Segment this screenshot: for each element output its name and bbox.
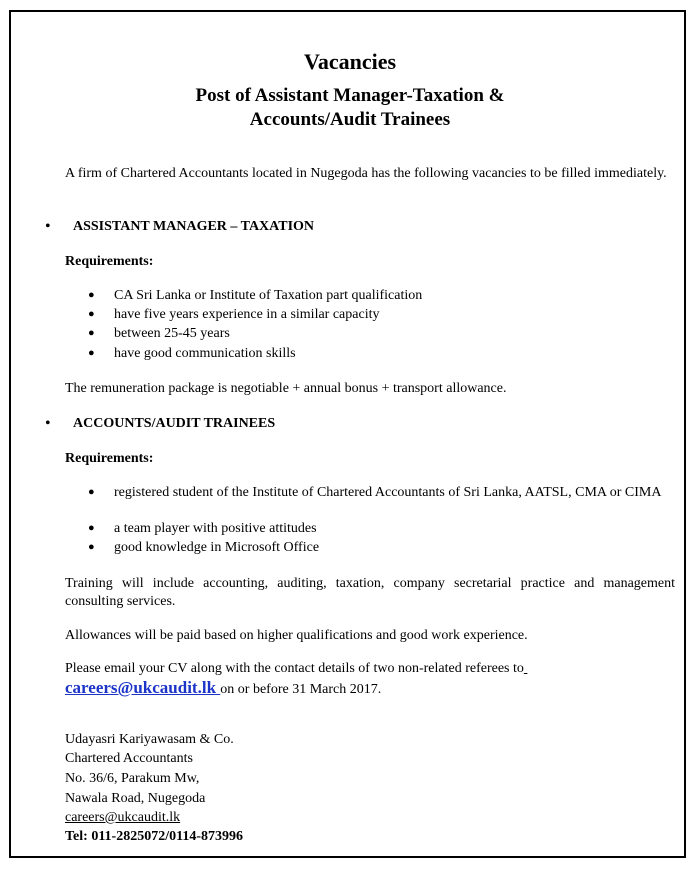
subtitle-line-2: Accounts/Audit Trainees (249, 109, 451, 130)
list-item: between 25-45 years (114, 326, 230, 341)
allowances-paragraph: Allowances will be paid based on higher qualifications and good work experience. (65, 628, 528, 643)
contact-address-1: No. 36/6, Parakum Mw, (65, 771, 200, 786)
contact-email-link[interactable]: careers@ukcaudit.lk (65, 810, 181, 825)
section-heading: ACCOUNTS/AUDIT TRAINEES (73, 416, 276, 431)
contact-title: Chartered Accountants (65, 751, 193, 766)
bullet-icon: ● (88, 327, 95, 339)
contact-address-2: Nawala Road, Nugegoda (65, 791, 206, 806)
remuneration-text: The remuneration package is negotiable + annual bonus + transport allowance. (65, 381, 507, 396)
list-item: registered student of the Institute of Chartered Accountants of Sri Lanka, AATSL, CMA or CIMA (114, 485, 662, 500)
requirements-label: Requirements: (65, 254, 154, 269)
page-title: Vacancies (303, 49, 397, 74)
apply-text: Please email your CV along with the contact details of two non-related referees to (65, 661, 524, 676)
list-item: a team player with positive attitudes (114, 521, 317, 536)
bullet-icon: ● (88, 347, 95, 359)
subtitle-line-1: Post of Assistant Manager-Taxation & (195, 85, 505, 106)
bullet-icon: ● (88, 522, 95, 534)
contact-company: Udayasri Kariyawasam & Co. (65, 732, 234, 747)
section-heading: ASSISTANT MANAGER – TAXATION (73, 219, 315, 234)
bullet-icon: ● (88, 541, 95, 553)
bullet-icon: ● (88, 308, 95, 320)
apply-deadline: on or before 31 March 2017. (220, 682, 382, 697)
contact-email-row (65, 809, 180, 826)
requirements-label: Requirements: (65, 451, 154, 466)
list-item: good knowledge in Microsoft Office (114, 540, 320, 555)
apply-line-2 (65, 678, 381, 700)
apply-underscore (524, 661, 528, 676)
bullet-icon: • (45, 415, 51, 432)
bullet-icon: ● (88, 486, 95, 498)
apply-instructions (65, 660, 527, 677)
contact-telephone: Tel: 011-2825072/0114-873996 (65, 829, 243, 844)
list-item: have five years experience in a similar capacity (114, 307, 380, 322)
careers-email-link[interactable]: careers@ukcaudit.lk (65, 678, 221, 697)
training-paragraph: Training will include accounting, auditing, taxation, company secretarial practice and management consulting services. (65, 576, 675, 609)
bullet-icon: • (45, 218, 51, 235)
bullet-icon: ● (88, 289, 95, 301)
list-item: have good communication skills (114, 346, 296, 361)
intro-paragraph: A firm of Chartered Accountants located in Nugegoda has the following vacancies to be filled immediately. (65, 166, 667, 181)
list-item: CA Sri Lanka or Institute of Taxation part qualification (114, 288, 423, 303)
